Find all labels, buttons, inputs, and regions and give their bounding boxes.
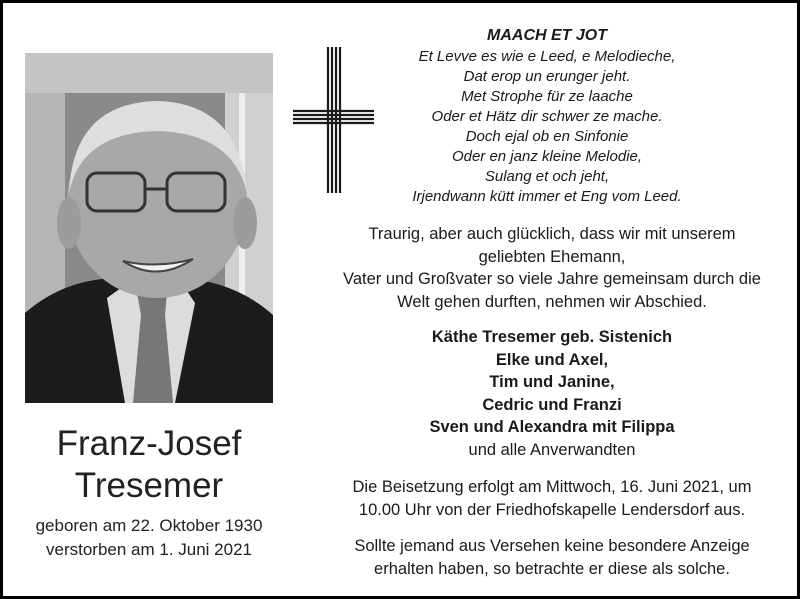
announcement-text [321,223,783,313]
poem-line: Oder et Hätz dir schwer ze mache. [431,108,663,125]
funeral-line: 10.00 Uhr von der Friedhofskapelle Lendersdorf aus. [358,500,746,519]
notice-line: erhalten haben, so betrachte er diese als solche. [374,559,730,578]
announcement-line: Traurig, aber auch glücklich, dass wir mit unserem [368,225,736,243]
funeral-info [321,476,783,521]
funeral-line: Die Beisetzung erfolgt am Mittwoch, 16. Juni 2021, um [352,478,752,496]
portrait-photo [25,53,273,403]
mourner: Tim und Janine, [489,373,615,391]
deceased-last-name: Tresemer [74,466,224,505]
poem [383,25,711,207]
notice-text [321,535,783,580]
poem-line: Oder en janz kleine Melodie, [451,148,643,165]
announcement-line: Vater und Großvater so viele Jahre gemeinsam durch die [343,270,761,288]
death-date: verstorben am 1. Juni 2021 [45,540,252,559]
poem-line: Dat erop un erunger jeht. [463,68,631,85]
poem-line: Irjendwann kütt immer et Eng vom Leed. [412,188,682,205]
obituary-card [3,3,797,596]
announcement-line: geliebten Ehemann, [478,247,626,266]
poem-title: MAACH ET JOT [487,27,607,44]
notice-line: Sollte jemand aus Versehen keine besondere Anzeige [354,537,750,555]
mourner: Cedric und Franzi [482,395,622,414]
birth-date: geboren am 22. Oktober 1930 [35,516,263,535]
cross-icon [288,45,378,195]
relatives-line: und alle Anverwandten [468,440,636,459]
announcement-line: Welt gehen durften, nehmen wir Abschied. [397,292,707,311]
mourners-list [321,326,783,461]
deceased-first-name: Franz-Josef [56,424,242,463]
mourner: Käthe Tresemer geb. Sistenich [431,328,673,346]
poem-line: Sulang et och jeht, [484,168,610,185]
poem-line: Met Strophe für ze laache [461,88,633,105]
poem-line: Et Levve es wie e Leed, e Melodieche, [418,48,676,65]
poem-line: Doch ejal ob en Sinfonie [465,128,629,145]
mourner: Elke und Axel, [495,350,609,369]
mourner: Sven und Alexandra mit Filippa [429,418,675,436]
